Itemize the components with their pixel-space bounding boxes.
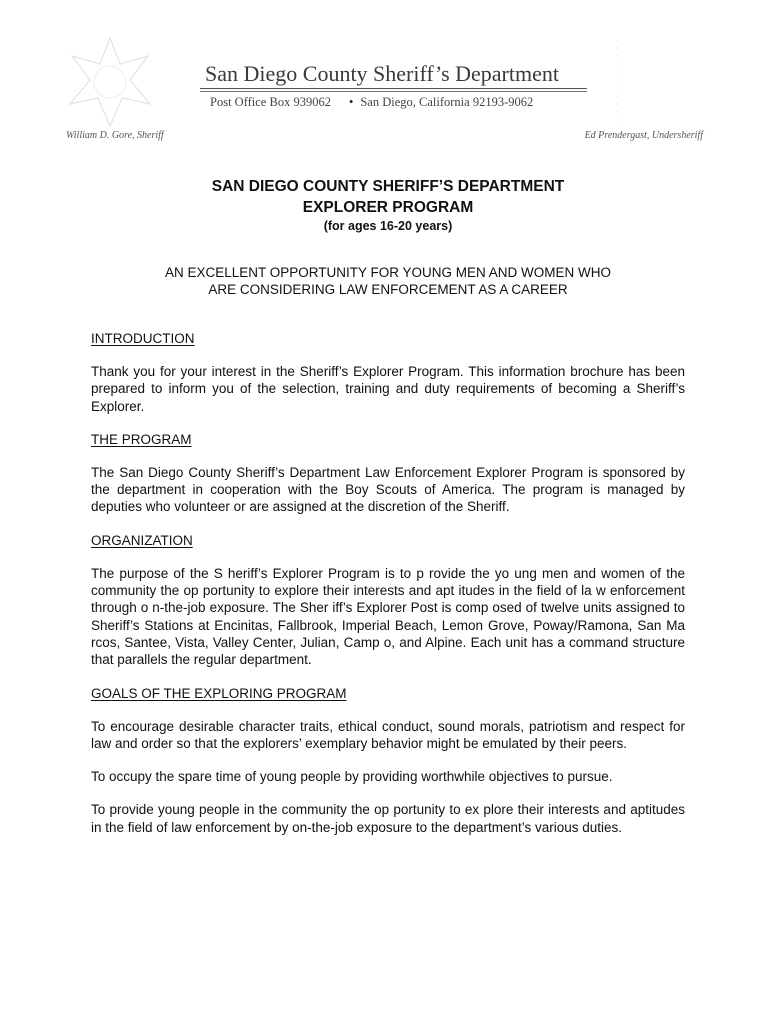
address-city: San Diego, California 92193-9062 [360,95,534,109]
letterhead-address [210,95,533,110]
undersheriff-name: Ed Prendergast, Undersheriff [584,130,703,141]
goal-item-3: To provide young people in the community the op portunity to ex plore their interests and aptitudes in the field of law enforcement by on-the-job exposure to the department’s various duties. [91,802,685,835]
address-po-box: Post Office Box 939062 [210,95,331,109]
organization-body: The purpose of the S heriff’s Explorer Program is to p rovide the yo ung men and women of the community the op portunity to explore their interests and apt itudes in the field of la w enforcement through o n-the-job exposure. The Sher iff’s Explorer Post is comp osed of twelve units assigned to Sheriff’s Stations at Encinitas, Fallbrook, Imperial Beach, Lemon Grove, Poway/Ramona, San Ma rcos, Santee, Vista, Valley Center, Julian, Camp o, and Alpine. Each unit has a command structure that parallels the regular department. [91,565,685,668]
tagline-line1: AN EXCELLENT OPPORTUNITY FOR YOUNG MEN AND WOMEN WHO [164,265,612,280]
introduction-body: Thank you for your interest in the Sheriff’s Explorer Program. This information brochure has been prepared to inform you of the selection, training and duty requirements of becoming a Sheriff’s Explorer. [91,364,685,414]
goals-heading: GOALS OF THE EXPLORING PROGRAM [91,685,347,701]
department-name: San Diego County Sheriff’s Department [205,61,559,86]
program-heading: THE PROGRAM [91,431,192,447]
sheriff-name: William D. Gore, Sheriff [66,130,164,141]
faint-scan-mark [612,40,622,130]
goal-item-1: To encourage desirable character traits, ethical conduct, sound morals, patriotism and respect for law and order so that the explorers’ exemplary behavior might be emulated by their peers. [91,718,685,751]
program-body: The San Diego County Sheriff’s Department Law Enforcement Explorer Program is sponsored by the department in cooperation with the Boy Scouts of America. The program is managed by deputies who volunteer or are assigned at the discretion of the Sheriff. [91,464,685,515]
letterhead-rule-thin [200,91,587,92]
document-title-line1: SAN DIEGO COUNTY SHERIFF’S DEPARTMENT [211,178,565,195]
tagline-line2: ARE CONSIDERING LAW ENFORCEMENT AS A CAREER [208,282,568,297]
goal-item-2: To occupy the spare time of young people by providing worthwhile objectives to pursue. [91,769,613,785]
letterhead-rule [200,88,587,89]
age-range: (for ages 16-20 years) [323,219,453,233]
introduction-heading: INTRODUCTION [91,331,195,346]
document-title-line2: EXPLORER PROGRAM [302,199,474,216]
bullet-icon: • [348,95,354,109]
document-body [91,176,685,836]
sheriff-star-icon [62,34,158,130]
organization-heading: ORGANIZATION [91,532,193,548]
